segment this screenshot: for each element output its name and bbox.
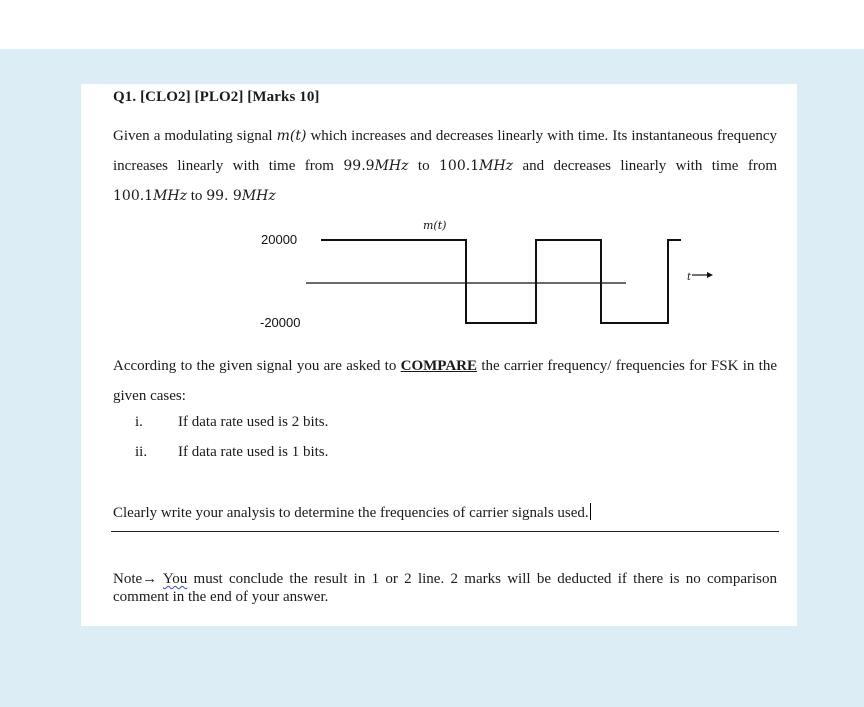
modulating-signal-figure [256,218,692,333]
time-axis-label: t [687,272,692,283]
text-cursor [590,503,591,520]
square-wave [321,240,681,323]
task-statement: According to the given signal you are asked to COMPARE the carrier frequency/ frequencies for FSK in the given cases: [113,358,777,404]
question-intro: Given a modulating signal m(t) which increases and decreases linearly with time. Its instantaneous frequency increases linearly with time from 99.9MHz to 100.1MHz and decreases linearly with time from 100.1MHz to 99. 9MHz [113,128,777,204]
note-paragraph: Note→ You must conclude the result in 1 or 2 line. 2 marks will be deducted if there is no comparison comment in the end of your answer. [113,571,777,605]
compare-emphasis: COMPARE [400,358,478,374]
square-wave-path [321,240,681,323]
signal-symbol: m(t) [276,128,307,144]
question-header: Q1. [CLO2] [PLO2] [Marks 10] [113,89,320,105]
question-sheet: Q1. [CLO2] [PLO2] [Marks 10] Given a modulating signal m(t) which increases and decreases linearly with time. Its instantaneous frequency increases linearly with time from 99.9MHz to 100.1MHz and decreases linearly with time from 100.1MHz to 99. 9MHz m(t) 20000 -20000 t According to the given signal you are asked to COMPARE the carrier frequency/ frequencies for FSK in the given cases: i. If data rate used is 2 bits. ii. If data rate used is 1 bits. Clearly write your analysis to determine the frequencies of carrier signals used. Note→ You must conclude the result in 1 or 2 line. 2 marks will be deducted if there is no comparison comment in the end of your answer. [81,84,797,626]
answer-divider [111,531,779,532]
figure-signal-label: m(t) [423,219,447,232]
answer-instruction: Clearly write your analysis to determine the frequencies of carrier signals used. [113,505,589,521]
y-low-label: -20000 [260,315,301,330]
y-high-label: 20000 [261,232,298,247]
right-arrow-icon: → [142,571,158,587]
time-arrow [692,272,713,278]
